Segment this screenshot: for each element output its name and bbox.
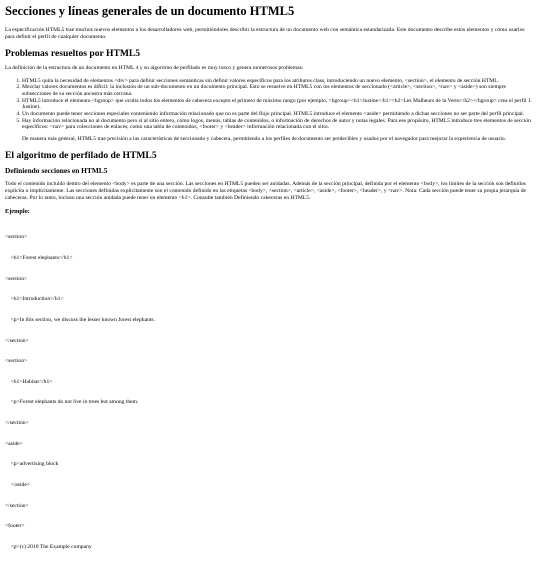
code-line: <h1>Habitat</h1> — [5, 378, 53, 385]
intro-paragraph: La especificación HTML5 trae muchos nuevos elementos a los desarrolladores web, permitiéndoles describir la estructura de un documento web con semántica estandarizada. Este documento describe estos elementos y cómo usarlos para definir el perfil de cualquier documento. — [5, 27, 525, 41]
code-line: <footer> — [5, 523, 25, 530]
list-item: 2. Mezclar valores documentos es difícil: la inclusión de un sub-documento en un documento principal. Esto se resuelve en HTML5 con los elementos de seccionado (<article>, <section>, <nav> y <aside>) son siempre subsecciones de su sección ancestra más cercana. — [22, 84, 535, 97]
example-label: Ejemplo: — [5, 207, 30, 215]
code-line: <h1>Forest elephants</h1> — [5, 255, 73, 262]
list-item: 4. Un documento puede tener secciones especiales conteniendo información relacionado que no es parte del flujo principal. HTML5 introduce el elemento <aside> permitiendo a dichas secciones no ser parte del perfil principal. — [22, 111, 535, 118]
code-line: <section> — [5, 275, 28, 282]
code-line: <section> — [5, 358, 28, 365]
sections-paragraph: Todo el contenido incluido dentro del elemento <body> es parte de una sección. Las secciones en HTML5 pueden ser anidadas. Además de la sección principal, definida por el elemento <body>, los límites de la sección son definidos explícita o implícitamente. Las secciones definidas explícitamente son el contenido definido en las etiquetas <body>, <section>, <article>, <aside>, <footer>, <header>, y <nav>. Nota: Cada sección puede tener su propia jerarquía de cabeceras. Por lo tanto, incluso una sección anidada puede tener un elemento <h1>. Consulte también Definiendo cabeceras en HTML5. — [5, 181, 527, 201]
code-line: <p>Forest elephants do not live in trees but among them. — [5, 399, 139, 406]
code-line: <section> — [5, 234, 28, 241]
list-item: 3. HTML5 introduce el elemento <hgroup> que oculta todos los elementos de cabecera excepto el primero de máximo rango (por ejemplo, <hgroup><h1>Justine</h1><h2>Les Malheurs de la Vertu</h2></hgroup> crea el perfil 1. Justine). — [22, 98, 535, 111]
sections-subheading: Definiendo secciones en HTML5 — [5, 165, 108, 175]
page-title: Secciones y líneas generales de un documento HTML5 — [5, 4, 295, 18]
problems-list — [5, 78, 535, 132]
code-line: </section> — [5, 502, 29, 509]
code-example — [5, 221, 535, 564]
code-line: <p>(c) 2010 The Example company — [5, 543, 92, 550]
problems-heading: Problemas resueltos por HTML5 — [5, 47, 141, 59]
code-line: </section> — [5, 420, 29, 427]
code-line: <p>advertising block — [5, 461, 59, 468]
list-item: 5. Hay información relacionada no al documento pero si al sitio entero, como logos, menús, tablas de contenidos, o información de derechos de autor y notas legales. Para ese propósito, HTML5 introduce tres elementos de sección específicos: <nav> para colecciones de enlaces, como una tabla de contenidos, <footer> y <header> información relacionada con el sitio. — [22, 118, 535, 131]
problems-closing: De manera más general, HTML5 trae precisión a las características de seccionado y cabecera, permitiendo a los perfiles de documento ser predecibles y usados por el navegador para mejorar la experiencia de usuario. — [22, 136, 507, 143]
list-item: 1. HTML5 quita la necesidad de elementos <div> para definir secciones semánticas sin definir valores específicos para los atributos class, introduciendo un nuevo elemento, <section>, el elemento de sección HTML. — [22, 78, 535, 85]
problems-lead: La definición de la estructura de un documento en HTML 4 y su algoritmo de perfilado es muy tosco y genera numerosos problemas: — [5, 64, 304, 71]
code-line: <aside> — [5, 440, 23, 447]
code-line: <p>In this section, we discuss the lesser known forest elephants. — [5, 316, 156, 323]
code-line: </aside> — [5, 481, 30, 488]
code-line: </section> — [5, 337, 29, 344]
code-line: <h1>Introduction</h1> — [5, 296, 64, 303]
algorithm-heading: El algoritmo de perfilado de HTML5 — [5, 149, 157, 161]
